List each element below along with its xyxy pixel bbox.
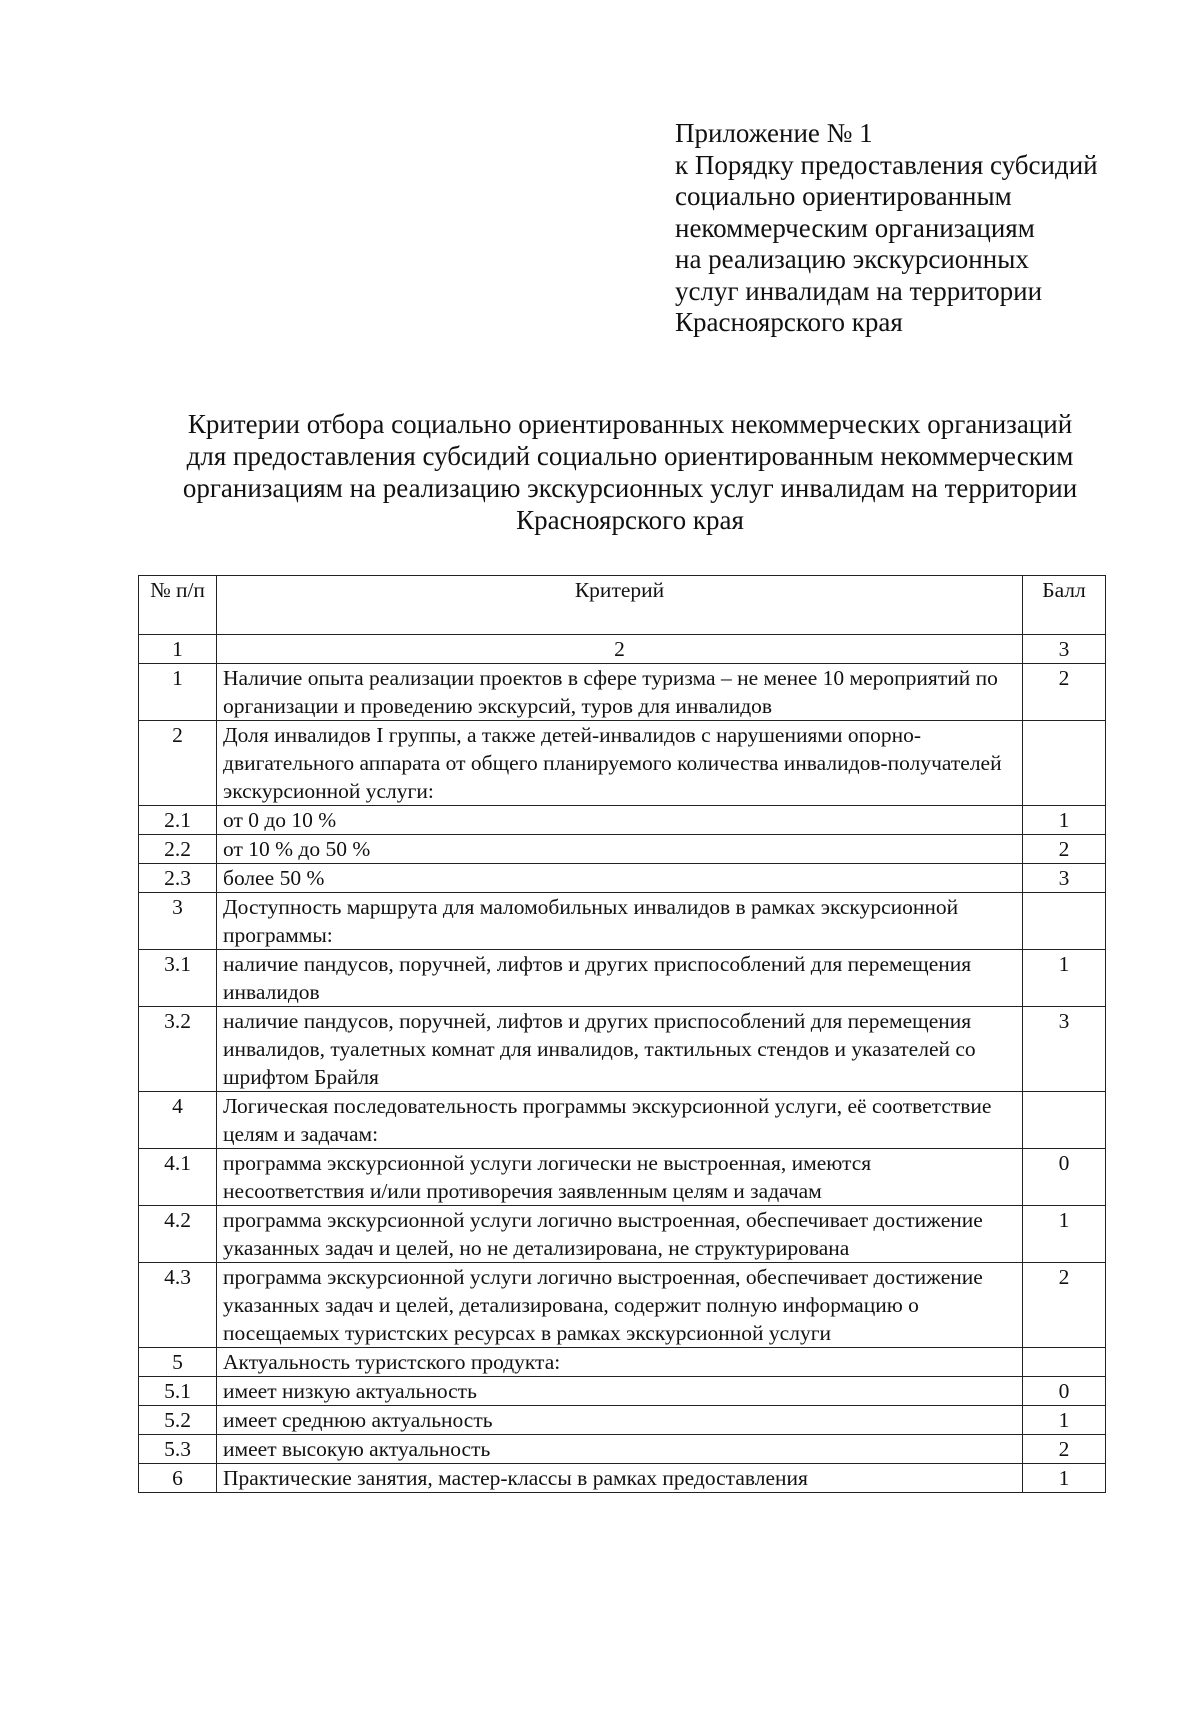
table-row [139,950,1106,1007]
appendix-line: Красноярского края [675,307,903,337]
document-title [140,408,1120,536]
row-criterion: Доля инвалидов I группы, а также детей-инвалидов с нарушениями опорно-двигательного аппарата от общего планируемого количества инвалидов-получателей экскурсионной услуги: [217,721,1023,806]
row-num: 2.1 [139,806,217,835]
title-line: организациям на реализацию экскурсионных услуг инвалидам на территории [182,473,1078,503]
row-num: 4.2 [139,1206,217,1263]
title-line: для предоставления субсидий социально ориентированным некоммерческим [186,441,1074,471]
table-row [139,1007,1106,1092]
row-num: 6 [139,1464,217,1493]
row-score: 1 [1023,1206,1106,1263]
appendix-line: на реализацию экскурсионных [675,244,1029,274]
row-score: 0 [1023,1149,1106,1206]
row-num: 2.3 [139,864,217,893]
header-criterion: Критерий [217,576,1023,635]
row-score [1023,1348,1106,1377]
table-row [139,664,1106,721]
row-score: 1 [1023,806,1106,835]
row-num: 5 [139,1348,217,1377]
row-criterion: имеет среднюю актуальность [217,1406,1023,1435]
table-row [139,1149,1106,1206]
row-score: 1 [1023,1406,1106,1435]
row-num: 1 [139,664,217,721]
index-num: 1 [139,635,217,664]
table-row [139,1348,1106,1377]
row-score: 3 [1023,1007,1106,1092]
row-score: 2 [1023,1263,1106,1348]
row-score [1023,721,1106,806]
row-num: 4.3 [139,1263,217,1348]
row-score: 2 [1023,664,1106,721]
index-criterion: 2 [217,635,1023,664]
row-criterion: программа экскурсионной услуги логично выстроенная, обеспечивает достижение указанных задач и целей, детализирована, содержит полную информацию о посещаемых туристских ресурсах в рамках экскурсионной услуги [217,1263,1023,1348]
title-line: Красноярского края [516,505,744,535]
row-num: 3.1 [139,950,217,1007]
table-row [139,1092,1106,1149]
criteria-table [138,575,1106,1493]
row-score [1023,1092,1106,1149]
row-num: 2.2 [139,835,217,864]
row-num: 5.1 [139,1377,217,1406]
appendix-line: услуг инвалидам на территории [675,275,1043,306]
table-index-row [139,635,1106,664]
row-score: 3 [1023,864,1106,893]
row-criterion: Актуальность туристского продукта: [217,1348,1023,1377]
row-criterion: Доступность маршрута для маломобильных инвалидов в рамках экскурсионной программы: [217,893,1023,950]
row-score: 0 [1023,1377,1106,1406]
row-num: 5.3 [139,1435,217,1464]
row-criterion: Наличие опыта реализации проектов в сфере туризма – не менее 10 мероприятий по организации и проведению экскурсий, туров для инвалидов [217,664,1023,721]
row-criterion: имеет низкую актуальность [217,1377,1023,1406]
appendix-block [675,118,1098,339]
row-criterion: имеет высокую актуальность [217,1435,1023,1464]
row-criterion: наличие пандусов, поручней, лифтов и других приспособлений для перемещения инвалидов [217,950,1023,1007]
table-row [139,806,1106,835]
row-num: 5.2 [139,1406,217,1435]
table-header-row [139,576,1106,635]
table-row [139,1206,1106,1263]
table-row [139,1377,1106,1406]
table-row [139,721,1106,806]
table-row [139,1464,1106,1493]
row-criterion: от 0 до 10 % [217,806,1023,835]
row-criterion: программа экскурсионной услуги логически не выстроенная, имеются несоответствия и/или противоречия заявленным целям и задачам [217,1149,1023,1206]
row-score: 2 [1023,835,1106,864]
appendix-line: некоммерческим организациям [675,212,1035,243]
table-row [139,1406,1106,1435]
appendix-line: к Порядку предоставления субсидий [675,149,1098,180]
appendix-line: Приложение № 1 [675,118,873,148]
row-score: 1 [1023,1464,1106,1493]
row-num: 2 [139,721,217,806]
row-criterion: наличие пандусов, поручней, лифтов и других приспособлений для перемещения инвалидов, туалетных комнат для инвалидов, тактильных стендов и указателей со шрифтом Брайля [217,1007,1023,1092]
header-num: № п/п [139,576,217,635]
row-criterion: Практические занятия, мастер-классы в рамках предоставления [217,1464,1023,1493]
row-num: 4.1 [139,1149,217,1206]
table-row [139,835,1106,864]
row-num: 4 [139,1092,217,1149]
row-criterion: от 10 % до 50 % [217,835,1023,864]
row-criterion: программа экскурсионной услуги логично выстроенная, обеспечивает достижение указанных задач и целей, но не детализирована, не структурирована [217,1206,1023,1263]
appendix-line: социально ориентированным [675,181,1012,211]
row-score: 1 [1023,950,1106,1007]
row-score: 2 [1023,1435,1106,1464]
table-row [139,1435,1106,1464]
index-score: 3 [1023,635,1106,664]
row-num: 3.2 [139,1007,217,1092]
table-row [139,864,1106,893]
header-score: Балл [1023,576,1106,635]
title-line: Критерии отбора социально ориентированных некоммерческих организаций [187,409,1073,439]
row-criterion: Логическая последовательность программы экскурсионной услуги, её соответствие целям и задачам: [217,1092,1023,1149]
table-row [139,1263,1106,1348]
row-num: 3 [139,893,217,950]
table-row [139,893,1106,950]
row-score [1023,893,1106,950]
row-criterion: более 50 % [217,864,1023,893]
